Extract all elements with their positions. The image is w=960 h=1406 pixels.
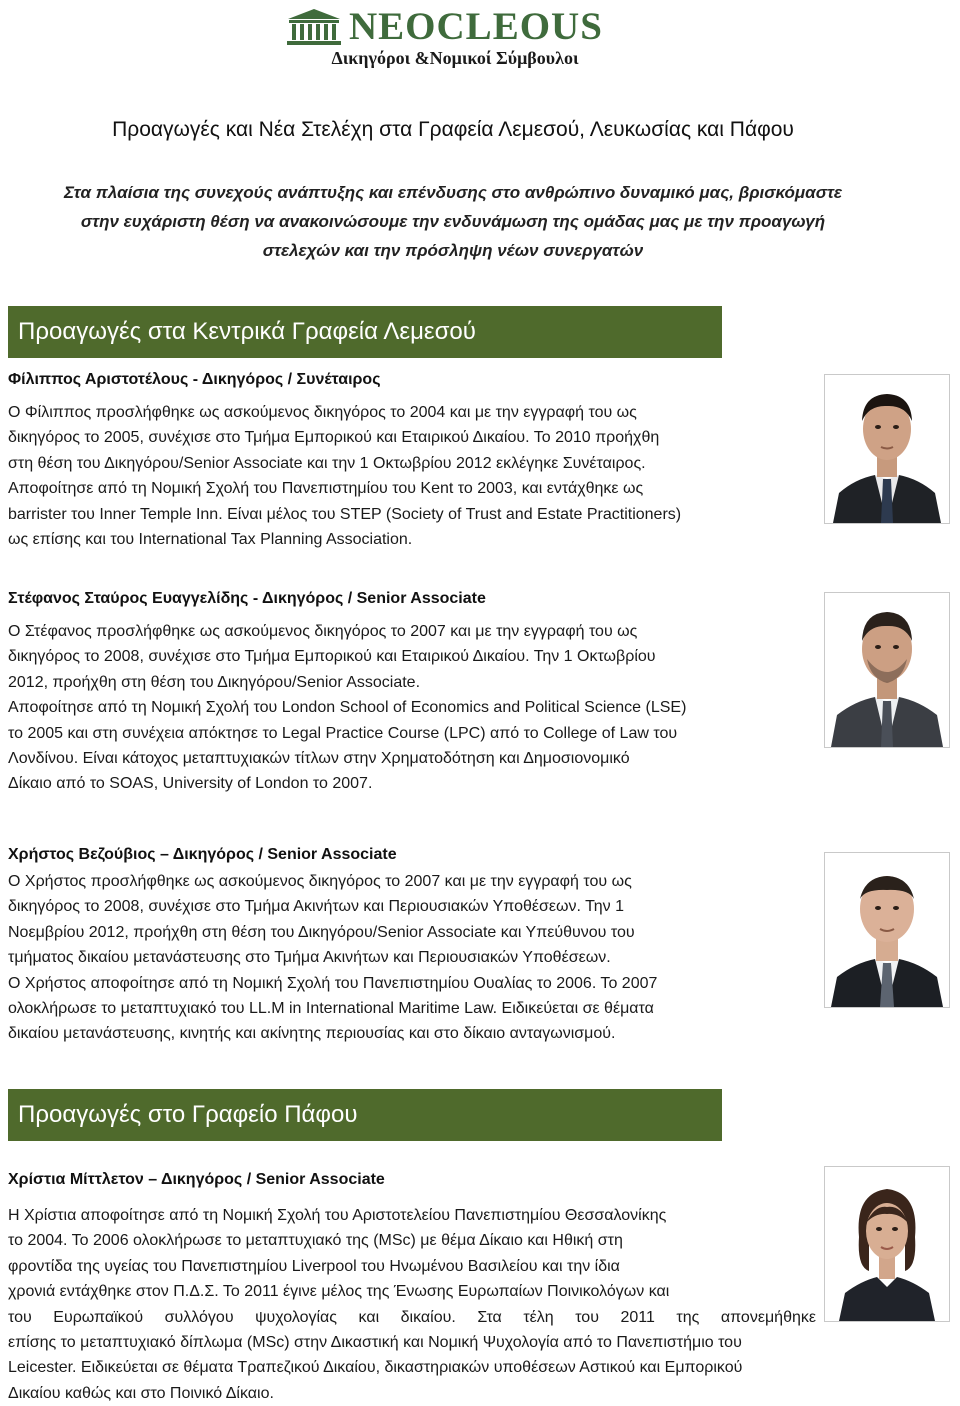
person-name: Χρήστος Βεζούβιος – Δικηγόρος / Senior Associate — [8, 846, 397, 863]
page-title: Προαγωγές και Νέα Στελέχη στα Γραφεία Λεμεσού, Λευκωσίας και Πάφου — [112, 118, 794, 141]
person-photo — [824, 374, 950, 524]
person-photo — [824, 1166, 950, 1322]
brand-name: NEOCLEOUS — [349, 5, 603, 48]
person-bio: Ο Φίλιππος προσλήφθηκε ως ασκούμενος δικηγόρος το 2004 και με την εγγραφή του ως δικηγόρος το 2005, συνέχισε στο Τμήμα Εμπορικού και Εταιρικού Δικαίου. Το 2010 προήχθη στη θέση του Δικηγόρου/Senior Associate και την 1 Οκτωβρίου 2012 εκλέγηκε Συνέταιρος. Αποφοίτησε από τη Νομική Σχολή του Πανεπιστημίου του Kent το 2003, και εντάχθηκε ως barrister του Inner Temple Inn. Είναι μέλος του STEP (Society of Trust and Estate Practitioners) ως επίσης και του International Tax Planning Association. — [8, 404, 682, 549]
person-bio: Ο Χρήστος προσλήφθηκε ως ασκούμενος δικηγόρος το 2007 και με την εγγραφή του ως δικηγόρος το 2008, συνέχισε στο Τμήμα Ακινήτων και Περιουσιακών Υποθέσεων. Την 1 Νοεμβρίου 2012, προήχθη στη θέση του Δικηγόρου/Senior Associate και Υπεύθυνου του τμήματος δικαίου μετανάστευσης στο Τμήμα Ακινήτων και Περιουσιακών Υποθέσεων. Ο Χρήστος αποφοίτησε από τη Νομική Σχολή του Πανεπιστημίου Ουαλίας το 2006. Το 2007 ολοκλήρωσε το μεταπτυχιακό του LL.M in International Maritime Law. Ειδικεύεται σε θέματα δικαίου μετανάστευσης, κινητής και ακίνητης περιουσίας και στο δίκαιο ανταγωνισμού. — [8, 873, 658, 1043]
person-bio: Ο Στέφανος προσλήφθηκε ως ασκούμενος δικηγόρος το 2007 και με την εγγραφή του ως δικηγόρος το 2008, συνέχισε στο Τμήμα Εμπορικού και Εταιρικού Δικαίου. Την 1 Οκτωβρίου 2012, προήχθη στη θέση του Δικηγόρου/Senior Associate. Αποφοίτησε από τη Νομική Σχολή του London School of Economics and Political Science (LSE) το 2005 και στη συνέχεια απόκτησε το Legal Practice Course (LPC) από το College of Law του Λονδίνου. Είναι κάτοχος μεταπτυχιακών τίτλων στην Χρηματοδότηση και Δημοσιονομικό Δίκαιο από το SOAS, University of London το 2007. — [8, 623, 687, 793]
firm-logo — [0, 4, 960, 68]
section-header-paphos: Προαγωγές στο Γραφείο Πάφου — [8, 1089, 722, 1141]
section-header-limassol: Προαγωγές στα Κεντρικά Γραφεία Λεμεσού — [8, 306, 722, 358]
person-photo — [824, 592, 950, 748]
person-name: Στέφανος Σταύρος Ευαγγελίδης - Δικηγόρος / Senior Associate — [8, 590, 486, 607]
person-name: Φίλιππος Αριστοτέλους - Δικηγόρος / Συνέταιρος — [8, 371, 381, 388]
temple-icon — [285, 8, 343, 46]
brand-subtitle: Δικηγόροι &Νομικοί Σύμβουλοι — [331, 48, 579, 68]
person-bio: Η Χρίστια αποφοίτησε από τη Νομική Σχολή του Αριστοτελείου Πανεπιστημίου Θεσσαλονίκης το 2004. Το 2006 ολοκλήρωσε το μεταπτυχιακό της (MSc) με θέμα Δίκαιο και Ηθική στη φροντίδα της υγείας του Πανεπιστημίου Liverpool του Ηνωμένου Βασιλείου και την ίδια χρονιά εντάχθηκε στον Π.Δ.Σ. Το 2011 έγινε μέλος της Ένωσης Ευρωπαίων Ποινικολόγων και του Ευρωπαϊκού συλλόγου ψυχολογίας και δικαίου. Στα τέλη του 2011 της απονεμήθηκε επίσης το μεταπτυχιακό δίπλωμα (MSc) στην Δικαστική και Νομική Ψυχολογία από το Πανεπιστήμιο του Leicester. Ειδικεύεται σε θέματα Τραπεζικού Δικαίου, δικαστηριακών υποθέσεων Αστικού και Εμπορικού Δικαίου καθώς και στο Ποινικό Δίκαιο. — [8, 1207, 816, 1402]
person-photo — [824, 852, 950, 1008]
person-name: Χρίστια Μίττλετον – Δικηγόρος / Senior Associate — [8, 1171, 385, 1188]
intro-text: Στα πλαίσια της συνεχούς ανάπτυξης και επένδυσης στο ανθρώπινο δυναμικό μας, βρισκόμαστε στην ευχάριστη θέση να ανακοινώσουμε την ενδυνάμωση της ομάδας μας με την προαγωγή στελεχών και την πρόσληψη νέων συνεργατών — [63, 183, 843, 260]
